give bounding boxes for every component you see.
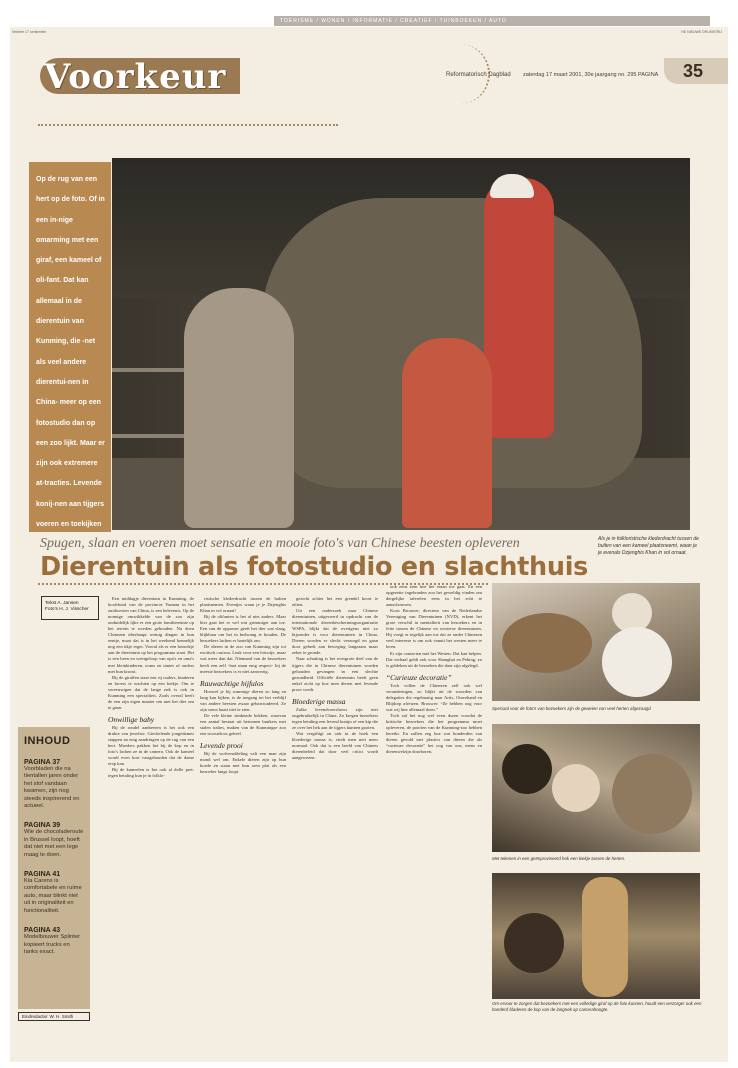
standing-figure	[402, 338, 492, 528]
paragraph: Wat vergiftigt en ook in de hoek een bloederige massa is, vindt men niet meer normaal. Ook dat is een beeld van Chinees dierenbeleid dat door veel critici wordt aangewezen.	[292, 730, 378, 761]
article-column-4	[386, 584, 482, 1004]
paragraph: Bij de rondel aanbeeren is het ook een drukte van jewelste. Giechelende jongedames stappen na enig aandringen op de rug van een hert. Moeders pakken het bij de kop en in foto's lachen ze in de camera. Ook de kameel wordt even kort vastgehouden dat de dame erop kan.	[108, 724, 194, 767]
top-strip	[10, 27, 728, 38]
contents-item[interactable]	[24, 871, 85, 915]
paragraph: Bij de wolvenafdeling valt een man zijn mond wel om. Enkele dieren zijn op hun hoede en staan met hun oren plat als een bezoeker langs loopt.	[200, 750, 286, 775]
light-camel-shape	[184, 288, 294, 528]
subheading: Bloederige massa	[292, 696, 346, 706]
paragraph: Naar schatting is het overgrote deel van de tijgers die in Chinese dierentuinen worden gehouden gevangen in een slechte gezondheid. Officiële dierentuin heeft geen enkel zicht op hoe men dieren met levende prooi voedt.	[292, 656, 378, 692]
paragraph: Bij de olifanten is het al niet anders. Maar hier gaat het er wel wat grimmiger aan toe. Een van de oppasser geeft het dier wat slaag, blijkbaar om het in bedwang te houden. De bezoekers lachen er hartelijk om.	[200, 614, 286, 644]
paragraph: Uit een onderzoek naar Chinese dierentuinen, uitgevoerd in opdracht van de internationale dierenbeschermingsorganisatie WSPA, blijkt dat de overigens niet zo bijzonder is voor dierentuinen in China. Dieren worden er slecht verzorgd en gaan door gebrek aan beweging langzaam maar zeker te gronde.	[292, 608, 378, 656]
rider-figure	[484, 178, 554, 438]
paragraph: Zulke levendvoershows zijn niet ongebruikelijk in China. Zo kregen bezoekers tegen betaling een levend konijn of een kip die ze over het hek aan de tijgers kunnen gooien.	[292, 706, 378, 730]
top-left-note: Verkeer 17 centimeter	[12, 30, 47, 34]
contents-text: Wie de chocoladeroute in Brussel loopt, hoeft dat niet met een lege maag te doen.	[24, 829, 84, 858]
paragraph: De vele kleine stinkende hokken, waarvan een aantal bestaat uit betonnen bunkers met stalen tralies, maken van de Kunmingse zoo een troosteloos geheel.	[200, 712, 286, 736]
contents-box	[18, 727, 90, 1009]
contents-page: PAGINA 43	[24, 927, 61, 935]
goat-photo-caption: Met tekenen in een geïmproviseerd hok een kiekje tussen de herten.	[492, 856, 626, 861]
paragraph: Bij de giraffen staat een rij ouders, kinderen en broers te wachten op een kiekje. Om te vereeuwigen dat de lange nek is ook in Kunming een specialiteit. Zoals overal heeft de een zijn eigen manier om met het dier om te gaan.	[108, 674, 194, 710]
child-face	[552, 764, 600, 812]
contents-text: Kia Carens is comfortabele en ruime auto, maar blinkt niet uit in originaliteit en functionaliteit.	[24, 878, 82, 914]
animal-shape	[612, 754, 692, 834]
contents-page: PAGINA 41	[24, 871, 61, 879]
deer-photo-caption: Speciaal voor de foto's van bezoekers zijn de geweien van veel herten afgezaagd.	[492, 706, 652, 711]
main-photo-caption: Als je in folkloristische klederdracht tussen de bulten van een kameel plaatsneemt, waan je je evenals Dzjenghis Khan in vol ornaat.	[598, 536, 699, 556]
paragraph: Toch willen de Chinezen zelf ook wel veranderingen, zo blijkt uit de woorden van delegaties die regelmatig naar Artis, Ouwehand en Blijdorp afreizen. Brouwer: “Ze hebben oog voor wat wij hier allemaal doen.”	[386, 682, 482, 712]
byline-photo: Foto's H. J. Visscher	[45, 607, 89, 612]
giraffe-photo-caption: Om ervoor te zorgen dat bezoekers met een volledige giraf op de foto kunnen, houdt een verzorger ook een honderd bladeren de kop van de langnek op camerahoogte.	[492, 1001, 702, 1012]
category-bar: TOERISME / WONEN / INFORMATIE / CREATIEF / TUINBOEKEN / AUTO	[274, 16, 710, 26]
byline-box	[41, 596, 99, 620]
section-title: Voorkeur	[44, 57, 227, 97]
article-column-3	[292, 596, 378, 1016]
paragraph: ook eens zien hoe het eraan toe gaat. En een opgezette ingebonden zou het geweldig vinden om dergelijke taferelen eens in het echt te aanschouwen.	[386, 584, 482, 608]
paragraph: Er zijn contacten met het Westen. Dat kan helpen. Dat verhaal geldt ook voor Shanghai en Peking, zo is gebleken uit de bezoeken die daar zijn afgelegd.	[386, 650, 482, 668]
subheading: Levende prooi	[200, 740, 243, 750]
subheading: “Curieuze decoratie”	[386, 672, 452, 682]
dateline: zaterdag 17 maart 2001, 30e jaargang no. 295 PAGINA	[523, 72, 659, 78]
page-number: 35	[683, 61, 704, 81]
dotted-divider	[38, 124, 338, 126]
contents-item[interactable]	[24, 822, 85, 859]
deer-shape	[502, 613, 592, 673]
paragraph: gezicht achter het een grendel hoort te zitten.	[292, 596, 378, 608]
paragraph: De dieren in de zoo van Kunming zijn tot exotisch curiosa. Leuk voor een fotootje, maar wat meer dan dat. Niemand van de bezoekers heeft een zelf -laat staan enig respect- bij de meeste bezoekers is er niet aanwezig.	[200, 644, 286, 674]
subheading: Rauwachtige hijfulos	[200, 678, 264, 688]
person-head	[502, 744, 552, 794]
article-kicker: Spugen, slaan en voeren moet sensatie en mooie foto's van Chinese beesten opleveren	[40, 536, 520, 551]
article-column-2	[200, 596, 286, 1016]
paragraph: Koos Brouwer, directeur van de Nederlandse Vereniging van Dierentuinen (NVD), erkent het grote verschil in mentaliteit van bezoekers en in feite tussen de Chinese en westerse dierentuinen. Hij voegt er tegelijk aan toe dat ze onder Chinezen veel interesse is om ook vanuit het westen meer te leren.	[386, 608, 482, 650]
byline-text: Tekst A. Jansen	[45, 601, 79, 606]
article-headline: Dierentuin als fotostudio en slachthuis	[40, 552, 589, 582]
contents-page: PAGINA 37	[24, 759, 61, 766]
contents-item[interactable]	[24, 759, 85, 810]
contents-text: Modelbouwer Splinter kopieert trucks en tanks exact.	[24, 934, 81, 955]
paragraph: Hoewel je bij sommige dieren zo lang en lang kan kijken, is de toegang tot het verblijf van andere beesten zwaar gebarricadeerd. Ze zijn soms haast niet te zien.	[200, 688, 286, 712]
top-right-note: HE NIEUWE DRUKKERIJ	[681, 30, 722, 34]
giraffe-photo	[492, 873, 700, 999]
editor-signature: Eindredactie: W. H. Smith	[18, 1012, 90, 1021]
newspaper-name: Reformatorisch Dagblad	[446, 72, 511, 78]
paragraph: ristische klederdracht tussen de bulten plaatsnemen. Eventjes waan je je Dzjenghis Khan in vol ornaat!	[200, 596, 286, 614]
keeper-figure	[504, 913, 564, 973]
deer-photo	[492, 583, 700, 701]
giraffe-shape	[582, 877, 628, 997]
paragraph: Een middagje dierentuin in Kunming, de hoofdstad van de provincie Yunnan in het zuidwesten van China, is een belevenis. Op de nonnige omwikkelde van de zoo zijn onduidelijk lijke er een grote familiereünie op het terrein te worden gehouden. Nu doen Chinezen überhaupt weinig dingen in hun eentje, maar dat is in het weekend kennelijk nog een tikje erger. Vooral als er een bezoekje aan de dierentuin op het programma staat. Het is een heen en weergeloop van opa's en oma's met kleinkinderen, ooms en tantes of ouders met hun kroost.	[108, 596, 194, 674]
camel-photo	[112, 158, 690, 530]
goat-photo	[492, 724, 700, 852]
subheading: Onwillige baby	[108, 714, 155, 724]
paragraph: Bij de kameelen is het ook al dolle pret: tegen betaling kun je in folklo-	[108, 767, 194, 779]
article-column-1	[108, 596, 194, 1016]
person-body	[602, 627, 672, 697]
contents-page: PAGINA 39	[24, 822, 61, 830]
contents-text: Voorbladen die na tientallen jaren onder het stof vandaan kwamen, zijn nog steeds inspirerend en actueel.	[24, 766, 80, 810]
contents-title: INHOUD	[24, 735, 71, 747]
paragraph: Toch zal het nog wel even duren voordat de kritische bezoekers die het programma moet opleveren, de poorten van de Kunming-zoo hebben bereikt. En zullen zeg hoe wat honderden van dieren gevuld met plastics van dieren die als “curieuze decoratie” het oog van ons, mens en dierenwelzijn doorboren.	[386, 712, 482, 755]
contents-item[interactable]	[24, 927, 85, 956]
intro-box: Op de rug van een hert op de foto. Of in een in-nige omarming met een giraf, een kameel of oli-fant. Dat kan allemaal in de dierentuin van Kunming, die -net als veel andere dierentui-nen in China- meer op een fotostudio dan op een zoo lijkt. Maar er zijn ook extremere at-tracties. Levende konij-nen aan tijgers voeren en toekijken	[29, 162, 111, 532]
